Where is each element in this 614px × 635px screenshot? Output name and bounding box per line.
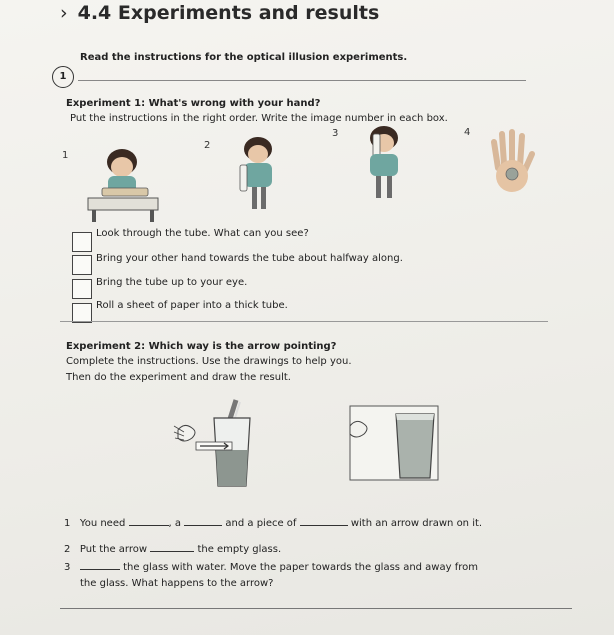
illustration-empty-glass [346,404,446,484]
divider [60,321,548,322]
answer-blank[interactable] [184,515,222,526]
section-title-text: 4.4 Experiments and results [77,2,380,24]
step-text-3: Bring the tube up to your eye. [96,277,248,288]
task-number-badge: 1 [52,66,74,88]
order-box-3[interactable] [72,279,92,299]
order-box-4[interactable] [72,303,92,323]
illustration-tube-to-eye [354,124,414,204]
exp2-item-3-cont: the glass. What happens to the arrow? [80,578,274,589]
image-number-2: 2 [204,140,211,151]
answer-blank[interactable] [150,541,194,552]
exp2-heading: Experiment 2: Which way is the arrow pointing? [66,341,337,352]
step-text-4: Roll a sheet of paper into a thick tube. [96,300,288,311]
image-number-3: 3 [332,128,339,139]
exp2-line1: Complete the instructions. Use the drawings to help you. [66,356,352,367]
exp1-heading: Experiment 1: What's wrong with your hand? [66,98,321,109]
illustration-arrow-behind-water-glass [170,398,270,490]
image-number-4: 4 [464,127,471,138]
exp2-item-1: 1 You need , a and a piece of with an arrow drawn on it. [64,515,482,529]
order-box-1[interactable] [72,232,92,252]
section-title [60,2,379,24]
answer-line[interactable] [60,608,572,609]
exp2-item-3: 3 the glass with water. Move the paper towards the glass and away from [64,559,478,573]
order-box-2[interactable] [72,255,92,275]
image-number-1: 1 [62,150,69,161]
step-text-1: Look through the tube. What can you see? [96,228,309,239]
exp2-item-2: 2 Put the arrow the empty glass. [64,541,281,555]
illustration-hand-with-hole [488,128,538,198]
exp2-line2: Then do the experiment and draw the result. [66,372,291,383]
illustration-rolling-paper [84,140,164,225]
step-text-2: Bring your other hand towards the tube about halfway along. [96,253,403,264]
divider [78,80,526,81]
answer-blank[interactable] [80,559,120,570]
answer-blank[interactable] [129,515,169,526]
exp1-instruction: Put the instructions in the right order. Write the image number in each box. [70,113,448,124]
task-instruction: Read the instructions for the optical illusion experiments. [80,52,408,63]
answer-blank[interactable] [300,515,348,526]
illustration-holding-tube [226,135,286,215]
chevron-right-icon: › [60,2,68,24]
